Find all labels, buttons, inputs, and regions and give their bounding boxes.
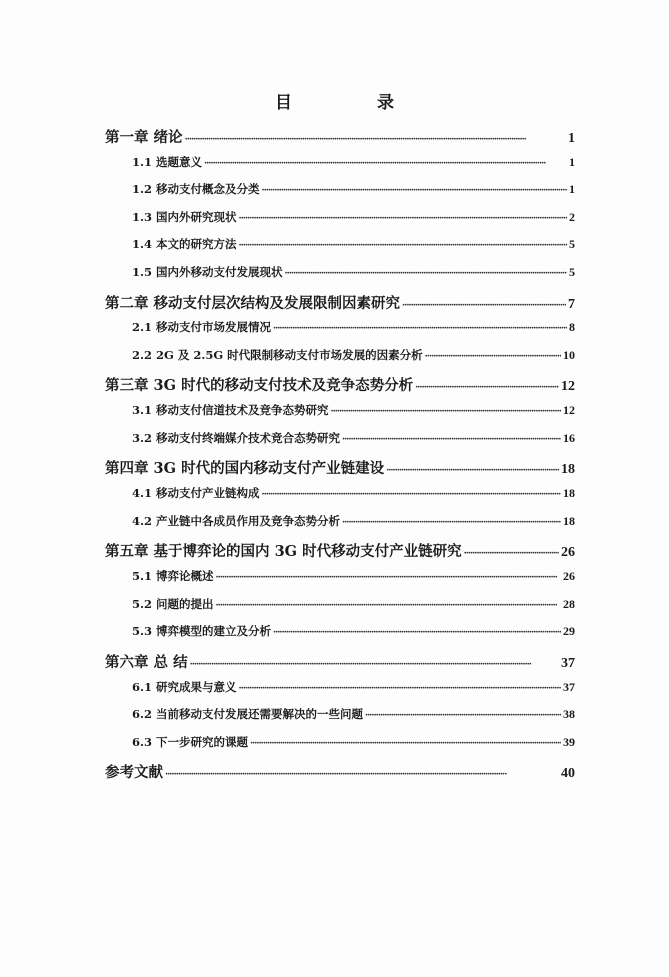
toc-section-5-1 xyxy=(105,568,575,586)
leader-dots xyxy=(365,711,561,721)
toc-entry-label: 4.1 移动支付产业链构成 xyxy=(132,486,260,500)
toc-page-number: 39 xyxy=(563,735,575,749)
toc-entry-label: 2.1 移动支付市场发展情况 xyxy=(132,320,272,334)
leader-dots xyxy=(273,628,561,638)
toc-entry-label: 5.3 博弈模型的建立及分析 xyxy=(132,624,272,638)
toc-chapter-1 xyxy=(105,126,575,148)
leader-dots xyxy=(185,135,566,145)
toc-entry-label: 参考文献 xyxy=(105,764,163,781)
toc-entry-label: 4.2 产业链中各成员作用及竞争态势分析 xyxy=(132,514,341,528)
toc-entry-label: 1.1 选题意义 xyxy=(132,155,203,169)
toc-section-5-2 xyxy=(105,596,575,614)
leader-dots xyxy=(239,684,561,694)
toc-page-number: 38 xyxy=(563,707,575,721)
leader-dots xyxy=(262,186,567,196)
toc-page-number: 5 xyxy=(569,237,575,251)
toc-entry-label: 第五章 基于博弈论的国内 3G 时代移动支付产业链研究 xyxy=(105,543,462,560)
toc-page-number: 7 xyxy=(568,297,575,312)
toc-chapter-4 xyxy=(105,457,575,479)
toc-section-2-1 xyxy=(105,319,575,337)
toc-page-number: 37 xyxy=(561,656,575,671)
toc-chapter-5 xyxy=(105,540,575,562)
leader-dots xyxy=(216,601,561,611)
toc-section-6-2 xyxy=(105,706,575,724)
toc-entry-label: 6.2 当前移动支付发展还需要解决的一些问题 xyxy=(132,707,364,721)
toc-page-number: 18 xyxy=(561,462,575,477)
toc-section-3-1 xyxy=(105,402,575,420)
toc-section-1-2 xyxy=(105,181,575,199)
toc-entry-label: 3.1 移动支付信道技术及竞争态势研究 xyxy=(132,403,329,417)
toc-page-number: 16 xyxy=(563,431,575,445)
toc-chapter-2 xyxy=(105,292,575,314)
leader-dots xyxy=(165,770,559,780)
toc-entry-label: 5.1 博弈论概述 xyxy=(132,569,214,583)
toc-section-1-5 xyxy=(105,264,575,282)
toc-entry-label: 1.5 国内外移动支付发展现状 xyxy=(132,265,283,279)
toc-page-number: 26 xyxy=(561,545,575,560)
toc-entry-label: 5.2 问题的提出 xyxy=(132,597,214,611)
leader-dots xyxy=(250,739,561,749)
toc-page-number: 26 xyxy=(563,569,575,583)
toc-page-number: 37 xyxy=(563,680,575,694)
leader-dots xyxy=(285,269,567,279)
leader-dots xyxy=(273,324,567,334)
toc-section-4-2 xyxy=(105,513,575,531)
toc-section-5-3 xyxy=(105,623,575,641)
leader-dots xyxy=(415,383,559,393)
toc-entry-label: 第六章 总 结 xyxy=(105,654,188,671)
leader-dots xyxy=(331,407,561,417)
toc-entry-label: 3.2 移动支付终端媒介技术竞合态势研究 xyxy=(132,431,341,445)
leader-dots xyxy=(402,301,566,311)
leader-dots xyxy=(216,573,561,583)
toc-references xyxy=(105,761,575,783)
toc-entry-label: 1.4 本文的研究方法 xyxy=(132,237,237,251)
toc-page-number: 29 xyxy=(563,624,575,638)
toc-entry-label: 1.2 移动支付概念及分类 xyxy=(132,182,260,196)
toc-page-number: 18 xyxy=(563,486,575,500)
toc-section-6-1 xyxy=(105,679,575,697)
leader-dots xyxy=(190,660,559,670)
toc-section-1-4 xyxy=(105,236,575,254)
toc-entry-label: 第一章 绪论 xyxy=(105,129,183,146)
toc-page-number: 1 xyxy=(568,131,575,146)
toc-section-2-2 xyxy=(105,347,575,365)
toc-page-number: 10 xyxy=(563,348,575,362)
toc-page-number: 12 xyxy=(561,379,575,394)
toc-page-number: 18 xyxy=(563,514,575,528)
toc-page-number: 5 xyxy=(569,265,575,279)
toc-chapter-3 xyxy=(105,374,575,396)
toc-entry-label: 第四章 3G 时代的国内移动支付产业链建设 xyxy=(105,460,385,477)
leader-dots xyxy=(464,549,559,559)
toc-page-number: 40 xyxy=(561,766,575,781)
leader-dots xyxy=(239,241,567,251)
toc-section-1-3 xyxy=(105,209,575,227)
leader-dots xyxy=(342,435,561,445)
leader-dots xyxy=(386,466,559,476)
toc-page-number: 28 xyxy=(563,597,575,611)
leader-dots xyxy=(239,214,567,224)
toc-section-1-1 xyxy=(105,154,575,172)
toc-section-3-2 xyxy=(105,430,575,448)
toc-page-number: 12 xyxy=(563,403,575,417)
toc-entry-label: 6.3 下一步研究的课题 xyxy=(132,735,249,749)
toc-page-number: 2 xyxy=(569,210,575,224)
toc-entry-label: 第二章 移动支付层次结构及发展限制因素研究 xyxy=(105,295,401,312)
toc-chapter-6 xyxy=(105,651,575,673)
toc-section-6-3 xyxy=(105,734,575,752)
leader-dots xyxy=(342,518,561,528)
toc-entry-label: 6.1 研究成果与意义 xyxy=(132,680,237,694)
toc-entry-label: 1.3 国内外研究现状 xyxy=(132,210,237,224)
leader-dots xyxy=(262,490,561,500)
toc-page-number: 8 xyxy=(569,320,575,334)
toc-page-number: 1 xyxy=(569,182,575,196)
toc-section-4-1 xyxy=(105,485,575,503)
leader-dots xyxy=(425,352,561,362)
toc-page-number: 1 xyxy=(569,155,575,169)
toc-entry-label: 第三章 3G 时代的移动支付技术及竞争态势分析 xyxy=(105,377,414,394)
leader-dots xyxy=(204,159,567,169)
toc-title: 目 录 xyxy=(275,93,428,113)
toc-entry-label: 2.2 2G 及 2.5G 时代限制移动支付市场发展的因素分析 xyxy=(132,348,423,362)
